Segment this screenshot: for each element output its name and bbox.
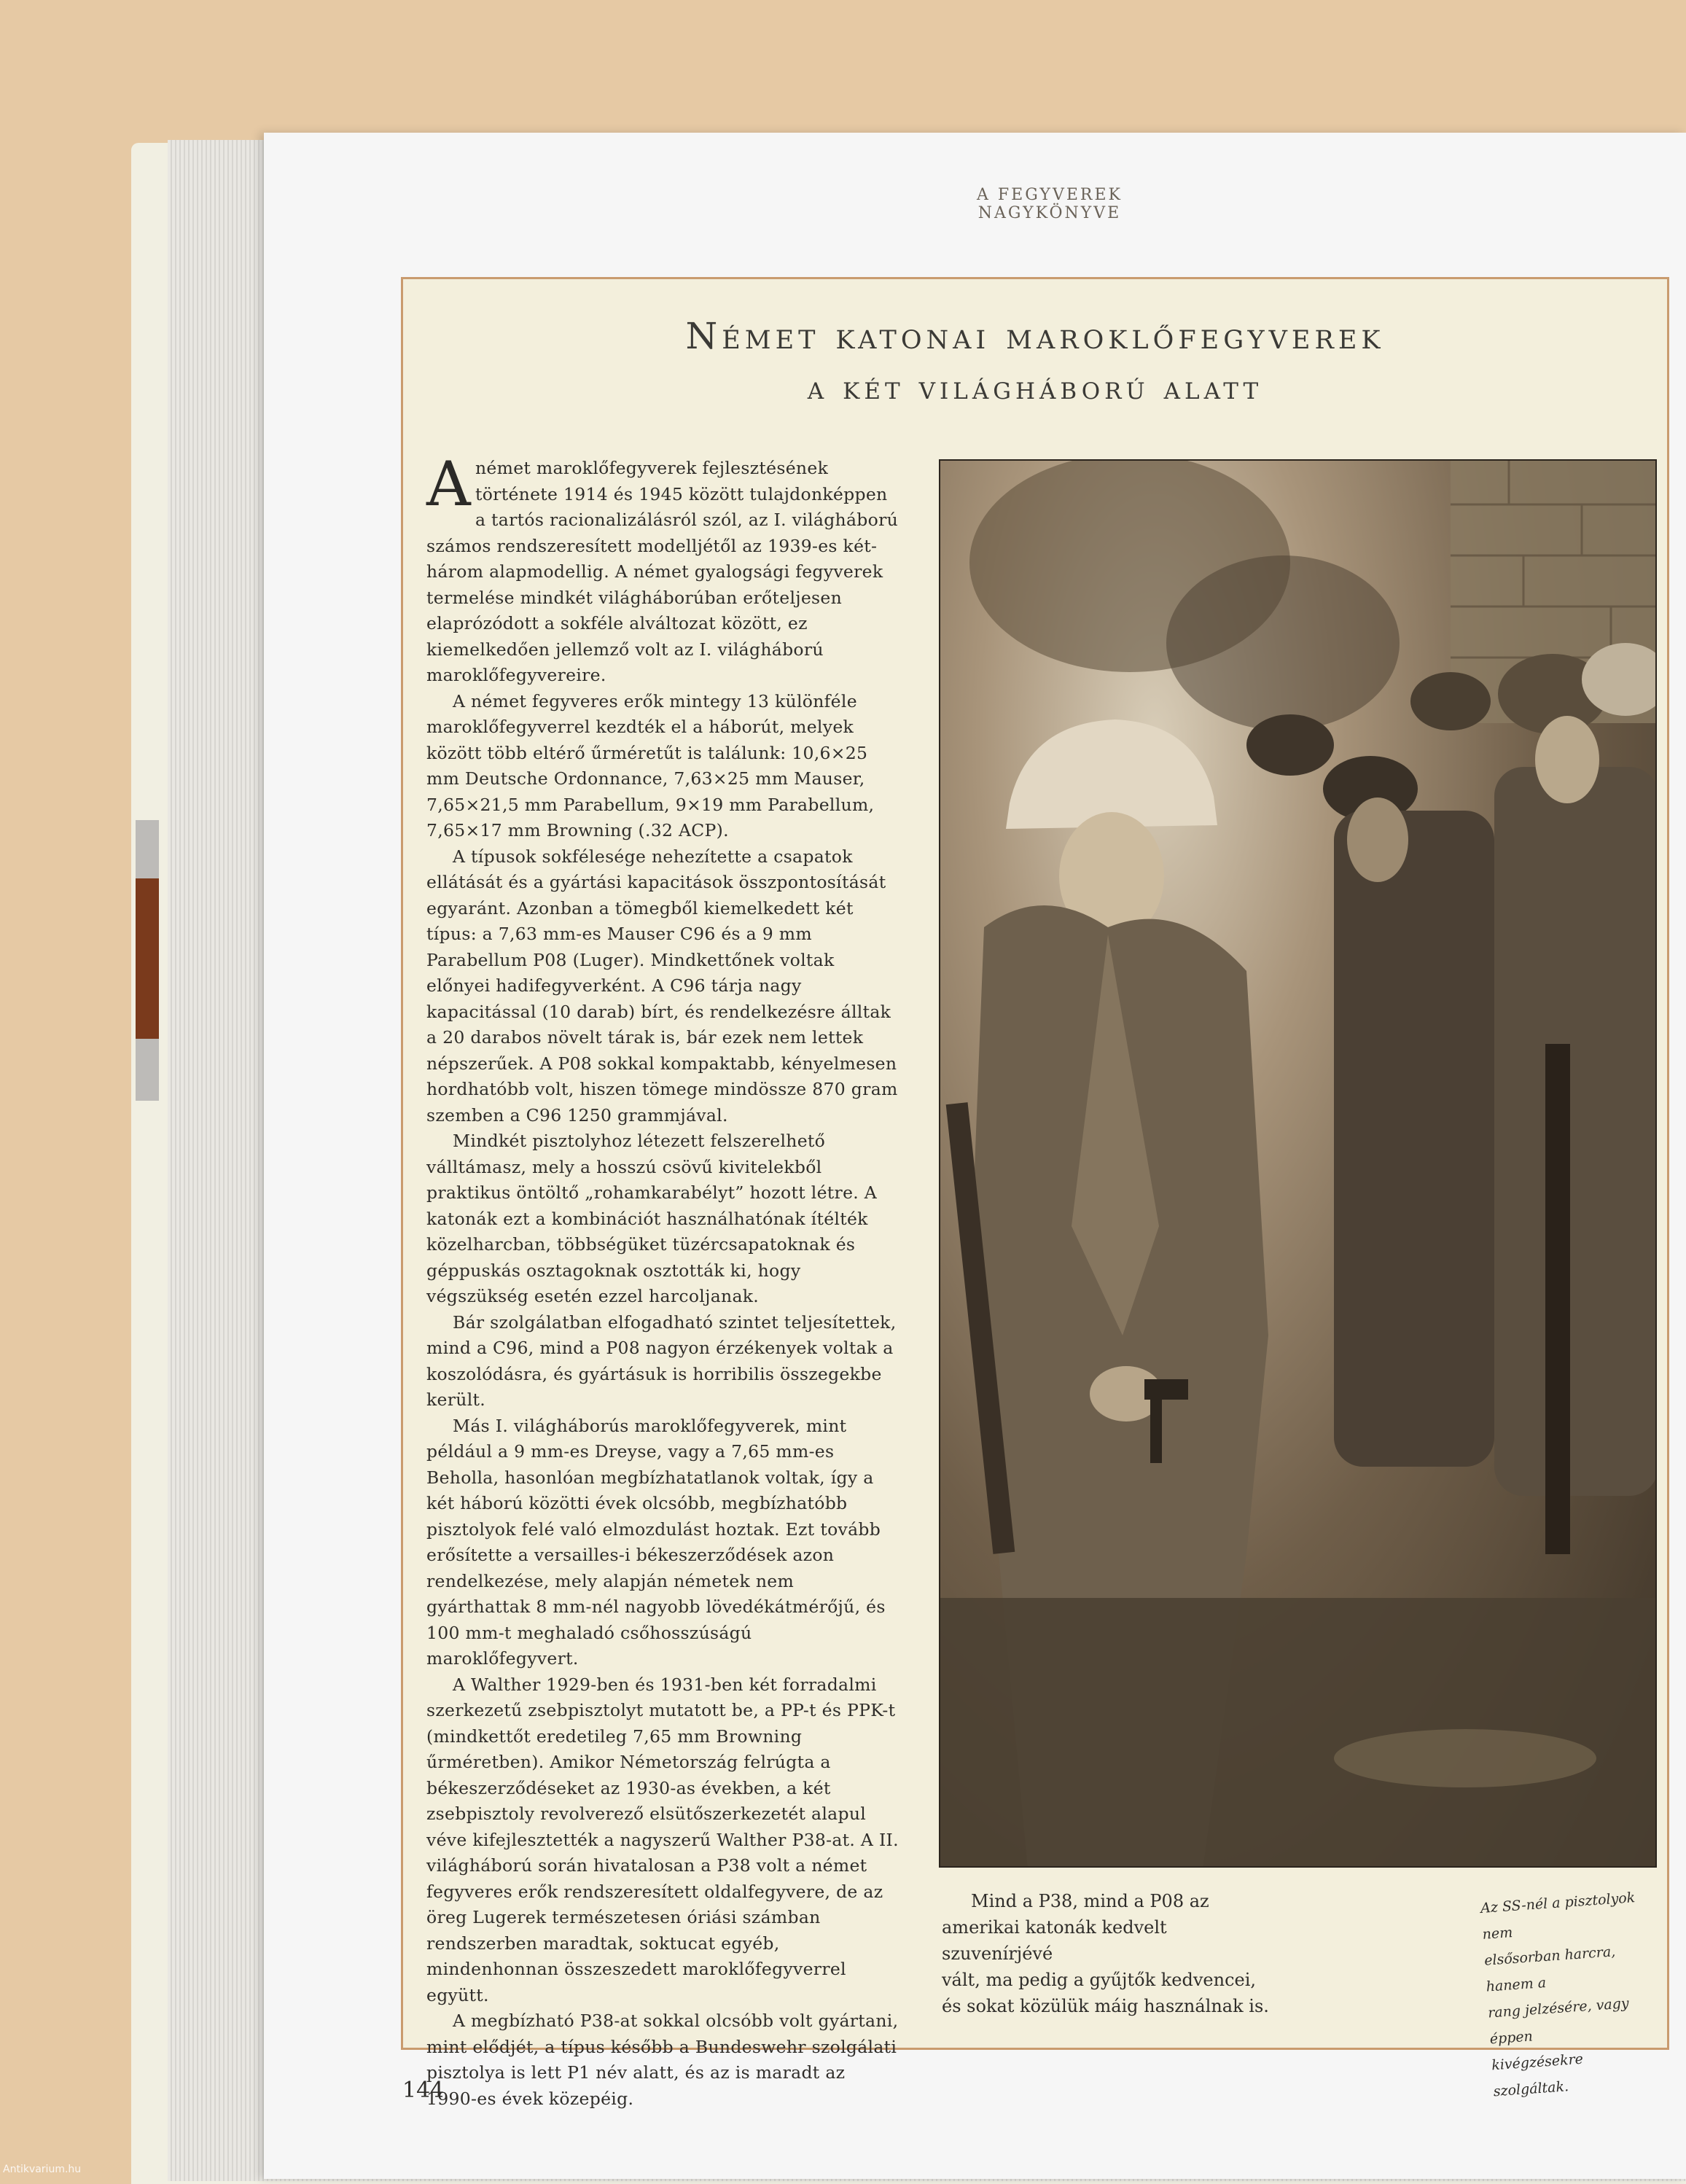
- side-caption-line: elsősorban harcra, hanem a: [1483, 1943, 1616, 1995]
- body-paragraph-1: [426, 448, 900, 689]
- spine-band: [136, 820, 159, 1101]
- soldiers-photo: [939, 459, 1657, 1868]
- title-line-1: Német katonai maroklőfegyverek: [685, 315, 1385, 357]
- side-caption-line: rang jelzésére, vagy éppen: [1487, 1995, 1630, 2048]
- side-caption: [1480, 1884, 1666, 2105]
- photo-illustration: [940, 461, 1657, 1868]
- running-head: A FEGYVEREK NAGYKÖNYVE: [977, 186, 1123, 222]
- title-line-2: a két világháború alatt: [807, 370, 1263, 407]
- caption-line: amerikai katonák kedvelt szuvenírjévé: [942, 1917, 1167, 1964]
- article-body: [426, 448, 900, 2112]
- body-paragraph-2: A német fegyveres erők mintegy 13 különféle maroklőfegyverrel kezdték el a háborút, melyek között több eltérő űrméretűt is találunk: 10,6×25 mm Deutsche Ordonnance, 7,63×25 mm Mauser, 7,65×21,5 mm Parabellum, 9×19 mm Parabellum, 7,65×17 mm Browning (.32 ACP).: [426, 690, 875, 841]
- body-paragraph-6: Más I. világháborús maroklőfegyverek, mint például a 9 mm-es Dreyse, vagy a 7,65 mm-es Beholla, hasonlóan megbízhatatlanok voltak, így a két háború közötti évek olcsóbb, megbízhatóbb pisztolyok felé való elmozdulást hoztak. Ezt tovább erősítette a versailles-i békeszerződések azon rendelkezése, mely alapján németek nem gyárthattak 8 mm-nél nagyobb lövedékátmérőjű, és 100 mm-t meghaladó csőhosszúságú maroklőfegyvert.: [426, 1415, 886, 1669]
- side-caption-line: Az SS-nél a pisztolyok nem: [1480, 1889, 1636, 1943]
- caption-line: vált, ma pedig a gyűjtők kedvencei,: [942, 1970, 1257, 1990]
- dropcap: A: [426, 448, 471, 520]
- photo-caption: [942, 1888, 1277, 2019]
- body-paragraph-3: A típusok sokfélesége nehezítette a csapatok ellátását és a gyártási kapacitások összpontosítását egyaránt. Azonban a tömegből kiemelkedett két típus: a 7,63 mm-es Mauser C96 és a 9 mm Parabellum P08 (Luger). Mindkettőnek voltak előnyei hadifegyverként. A C96 tárja nagy kapacitással (10 darab) bírt, és rendelkezésre álltak a 20 darabos növelt tárak is, bár ezek nem lettek népszerűek. A P08 sokkal kompaktabb, kényelmesen hordhatóbb volt, hiszen tömege mindössze 870 gram szemben a C96 1250 grammjával.: [426, 846, 898, 1126]
- body-paragraph-7: A Walther 1929-ben és 1931-ben két forradalmi szerkezetű zsebpisztolyt mutatott be, a PP-t és PPK-t (mindkettőt eredetileg 7,65 mm Browning űrméretben). Amikor Németország felrúgta a békeszerződéseket az 1930-as években, a két zsebpisztoly revolverező elsütőszerkezetét alapul véve kifejlesztették a nagyszerű Walther P38-at. A II. világháború során hivatalosan a P38 volt a német fegyveres erők rendszeresített oldalfegyvere, de az öreg Lugerek természetesen óriási számban rendszerben maradtak, soktucat egyéb, mindenhonnan összeszedett maroklőfegyverrel együtt.: [426, 1674, 899, 2005]
- body-paragraph-4: Mindkét pisztolyhoz létezett felszerelhető válltámasz, mely a hosszú csövű kivitelekből praktikus öntöltő „rohamkarabélyt” hozott létre. A katonák ezt a kombinációt használhatónak ítélték közelharcban, többségüket tüzércsapatoknak és géppuskás osztagoknak osztották ki, hogy végszükség esetén ezzel harcoljanak.: [426, 1131, 878, 1306]
- body-paragraph-5: Bár szolgálatban elfogadható szintet teljesítettek, mind a C96, mind a P08 nagyon érzékenyek voltak a koszolódásra, és gyártásuk is horribilis összegekbe került.: [426, 1311, 897, 1410]
- watermark: Antikvarium.hu: [3, 2164, 82, 2175]
- article-title: [401, 310, 1669, 415]
- paragraph-text: német maroklőfegyverek fejlesztésének története 1914 és 1945 között tulajdonképpen a tartós racionalizálásról szól, az I. világháború számos rendszeresített modelljétől az 1939-es két-három alapmodellig. A német gyalogsági fegyverek termelése mindkét világháborúban erőteljesen elaprózódott a sokféle alváltozat között, ez kiemelkedően jellemző volt az I. világháború maroklőfegyvereire.: [426, 458, 899, 685]
- page-number: 144: [402, 2078, 445, 2103]
- caption-line: Mind a P38, mind a P08 az: [971, 1891, 1209, 1911]
- caption-line: és sokat közülük máig használnak is.: [942, 1996, 1269, 2016]
- body-paragraph-8: A megbízható P38-at sokkal olcsóbb volt gyártani, mint elődjét, a típus később a Bundeswehr szolgálati pisztolya is lett P1 név alatt, és az is maradt az 1990-es évek közepéig.: [426, 2011, 899, 2109]
- side-caption-line: kivégzésekre szolgáltak.: [1491, 2051, 1584, 2100]
